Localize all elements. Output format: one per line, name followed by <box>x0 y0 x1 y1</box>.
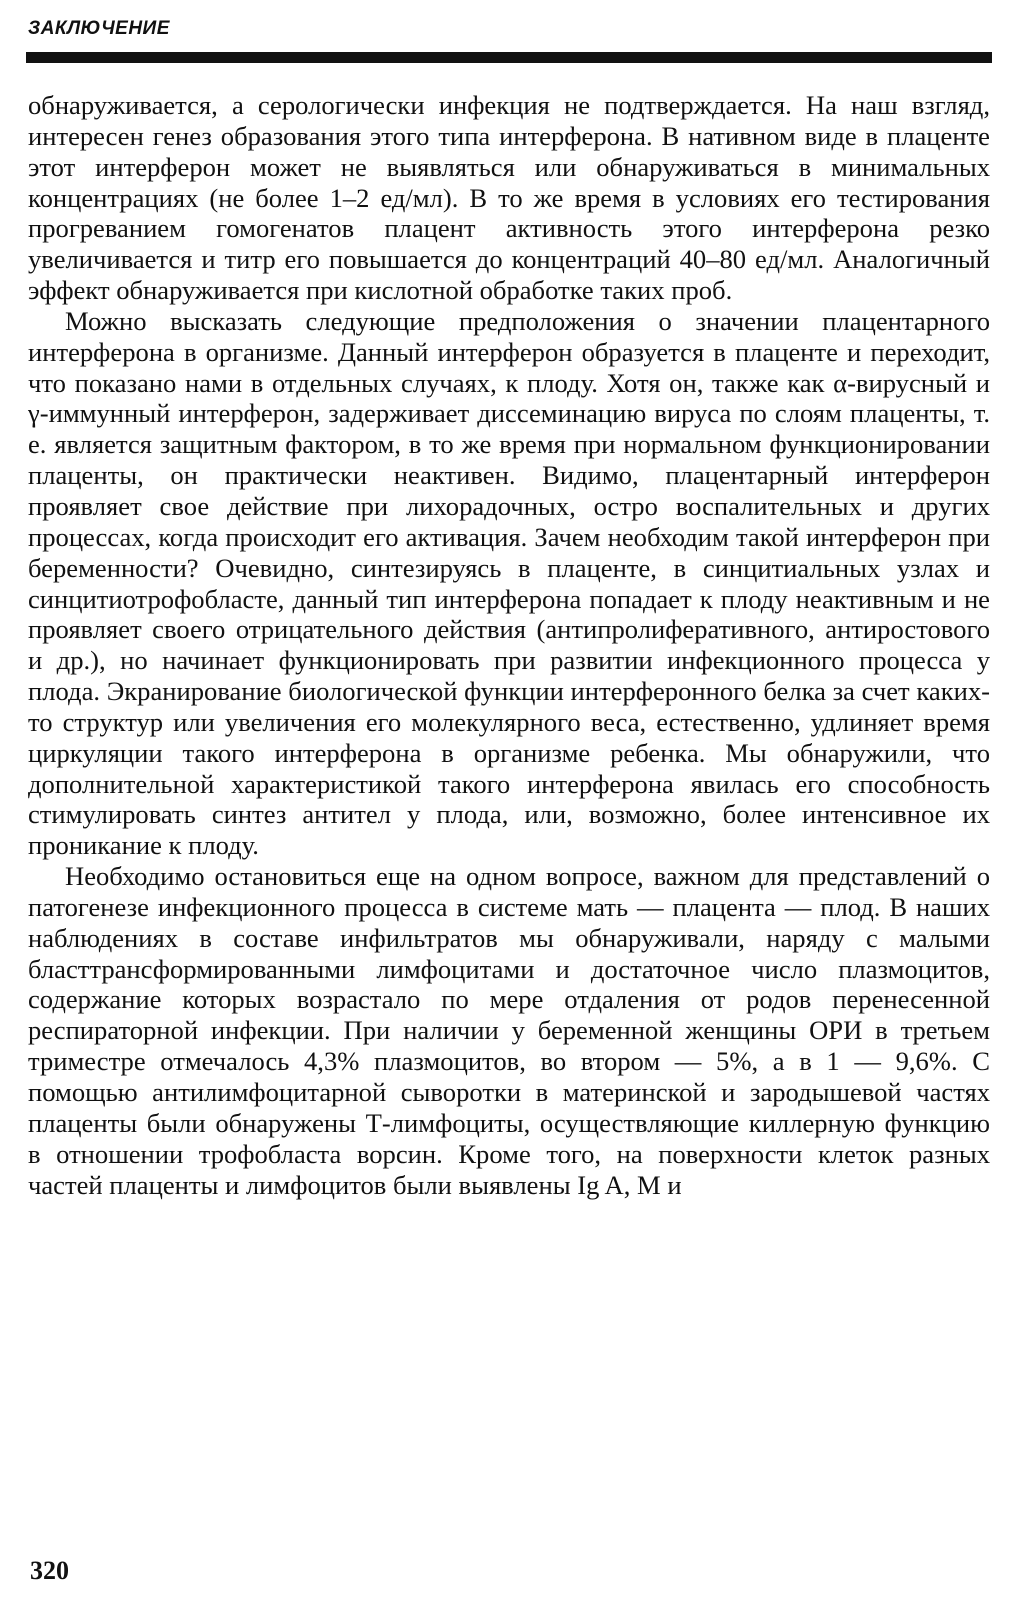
paragraph-pathogenesis: Необходимо остановиться еще на одном вопросе, важном для представлений о патогенезе инфекционного процесса в системе мать — плацента — плод. В наших наблюдениях в составе инфильтратов мы обнаруживали, наряду с малыми бласттрансформированными лимфоцитами и достаточное число плазмоцитов, содержание которых возрастало по мере отдаления от родов перенесенной респираторной инфекции. При наличии у беременной женщины ОРИ в третьем триместре отмечалось 4,3% плазмоцитов, во втором — 5%, а в 1 — 9,6%. С помощью антилимфоцитарной сыворотки в материнской и зародышевой частях плаценты были обнаружены Т-лимфоциты, осуществляющие киллерную функцию в отношении трофобласта ворсин. Кроме того, на поверхности клеток разных частей плаценты и лимфоцитов были выявлены Ig A, M и <box>28 861 990 1200</box>
paragraph-continuation: обнаруживается, а серологически инфекция не подтверждается. На наш взгляд, интересен генез образования этого типа интерферона. В нативном виде в плаценте этот интерферон может не выявляться или обнаруживаться в минимальных концентрациях (не более 1–2 ед/мл). В то же время в условиях его тестирования прогреванием гомогенатов плацент активность этого интерферона резко увеличивается и титр его повышается до концентраций 40–80 ед/мл. Аналогичный эффект обнаруживается при кислотной обработке таких проб. <box>28 90 990 306</box>
header-rule <box>26 52 992 63</box>
running-head: ЗАКЛЮЧЕНИЕ <box>28 18 170 39</box>
paragraph-placental-interferon: Можно высказать следующие предположения о значении плацентарного интерферона в организме. Данный интерферон образуется в плаценте и переходит, что показано нами в отдельных случаях, к плоду. Хотя он, также как α-вирусный и γ-иммунный интерферон, задерживает диссеминацию вируса по слоям плаценты, т. е. является защитным фактором, в то же время при нормальном функционировании плаценты, он практически неактивен. Видимо, плацентарный интерферон проявляет свое действие при лихорадочных, остро воспалительных и других процессах, когда происходит его активация. Зачем необходим такой интерферон при беременности? Очевидно, синтезируясь в плаценте, в синцитиальных узлах и синцитиотрофобласте, данный тип интерферона попадает к плоду неактивным и не проявляет своего отрицательного действия (антипролиферативного, антиростового и др.), но начинает функционировать при развитии инфекционного процесса у плода. Экранирование биологической функции интерферонного белка за счет каких-то структур или увеличения его молекулярного веса, естественно, удлиняет время циркуляции такого интерферона в организме ребенка. Мы обнаружили, что дополнительной характеристикой такого интерферона явилась его способность стимулировать синтез антител у плода, или, возможно, более интенсивное их проникание к плоду. <box>28 305 990 861</box>
body-text <box>28 90 990 1200</box>
page-number: 320 <box>30 1556 69 1585</box>
